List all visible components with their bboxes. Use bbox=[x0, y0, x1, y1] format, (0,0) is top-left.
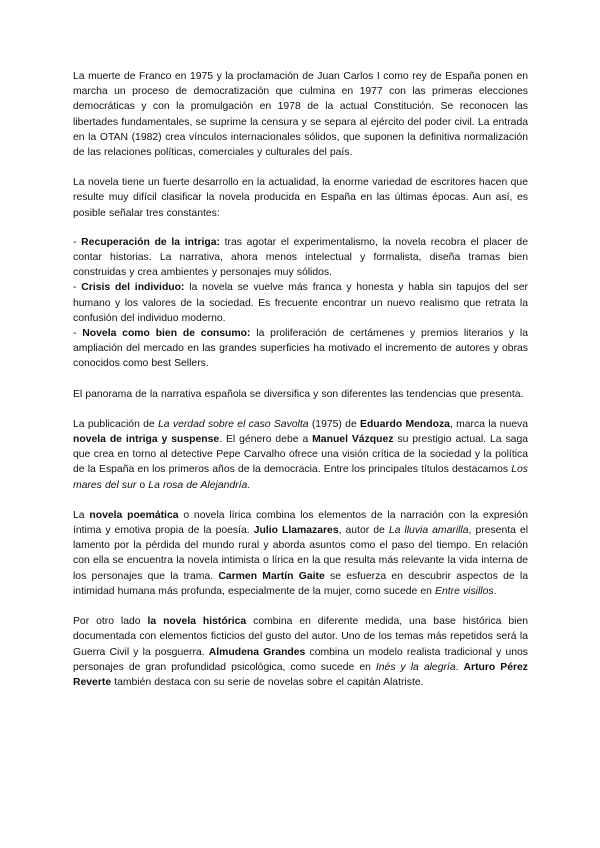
list-item-heading: Crisis del individuo: bbox=[81, 282, 185, 294]
genre-name: la novela histórica bbox=[147, 616, 247, 628]
book-title: Inés y la alegría bbox=[375, 661, 456, 673]
author-name: Arturo Pérez Reverte bbox=[73, 661, 528, 688]
paragraph-transition: La muerte de Franco en 1975 y la proclamación de Juan Carlos I como rey de España ponen en marcha un proceso de democratización que culmina en 1977 con las primeras elecciones democráticas y con la promulgación en 1978 de la actual Constitución. Se reconocen las libertades fundamentales, se suprime la censura y se separa al ejército del poder civil. La entrada en la OTAN (1982) crea vínculos internacionales sólidos, que suponen la definitiva normalización de las relaciones políticas, comerciales y culturales del país. bbox=[73, 71, 528, 159]
paragraph-panorama: El panorama de la narrativa española se diversifica y son diferentes las tendencias que presenta. bbox=[73, 388, 524, 400]
genre-name: novela de intriga y suspense bbox=[73, 434, 220, 446]
paragraph-poetic-novel: La novela poemática o novela lírica combina los elementos de la narración con la expresión íntima y emotiva propia de la poesía. Julio Llamazares, autor de La lluvia amarilla, presenta el lamento por la pérdida del mundo rural y aborda asuntos como el paso del tiempo. En relación con ella se encuentra la novela intimista o lírica en la que resulta más relevante la vida interna de los personajes que la trama. Carmen Martín Gaite se esfuerza en descubrir aspectos de la intimidad humana más profunda, especialmente de la mujer, como sucede en Entre visillos. bbox=[73, 509, 529, 597]
paragraph-intrigue-novel: La publicación de La verdad sobre el caso Savolta (1975) de Eduardo Mendoza, marca la nueva novela de intriga y suspense. El género debe a Manuel Vázquez su prestigio actual. La saga que crea en torno al detective Pepe Carvalho ofrece una visión crítica de la sociedad y la política de la España en los primeros años de la democracia. Entre los principales títulos destacamos Los mares del sur o La rosa de Alejandría. bbox=[73, 418, 528, 491]
book-title: La lluvia amarilla bbox=[388, 525, 469, 537]
author-name: Carmen Martín Gaite bbox=[218, 570, 325, 582]
author-name: Eduardo Mendoza bbox=[360, 418, 450, 430]
author-name: Manuel Vázquez bbox=[312, 434, 394, 446]
list-item-heading: Novela como bien de consumo: bbox=[82, 328, 251, 340]
paragraph-novel-development: La novela tiene un fuerte desarrollo en la actualidad, la enorme variedad de escritores hacen que resulte muy difícil clasificar la novela producida en España en las últimas épocas. Aun así, es posible señalar tres constantes: bbox=[73, 177, 528, 219]
list-item: - Recuperación de la intriga: tras agotar el experimentalismo, la novela recobra el placer de contar historias. La narrativa, ahora menos intelectual y formalista, diseña tramas bien construidas y crea ambientes y personajes muy sólidos. bbox=[73, 236, 528, 279]
paragraph-historical-novel: Por otro lado la novela histórica combina en diferente medida, una base histórica bien documentada con elementos ficticios del gusto del autor. Uno de los temas más repetidos será la Guerra Civil y la posguerra. Almudena Grandes combina un modelo realista tradicional y unos personajes de gran profundidad psicológica, como sucede en Inés y la alegría. Arturo Pérez Reverte también destaca con su serie de novelas sobre el capitán Alatriste. bbox=[73, 616, 528, 688]
author-name: Almudena Grandes bbox=[208, 646, 306, 658]
list-item: - Crisis del individuo: la novela se vuelve más franca y honesta y habla sin tapujos del ser humano y los valores de la sociedad. Es frecuente encontrar un nuevo realismo que retrata la confusión del individuo moderno. bbox=[73, 282, 528, 324]
list-item: - Novela como bien de consumo: la proliferación de certámenes y premios literarios y la ampliación del mercado en las grandes superficies ha motivado el incremento de autores y obras conocidos como best Sellers. bbox=[73, 328, 528, 370]
book-title: Entre visillos bbox=[435, 585, 494, 597]
genre-name: novela poemática bbox=[89, 509, 179, 521]
constants-list bbox=[73, 235, 528, 372]
author-name: Julio Llamazares bbox=[253, 525, 339, 537]
book-title: La verdad sobre el caso Savolta bbox=[158, 418, 309, 430]
list-item-heading: Recuperación de la intriga: bbox=[81, 236, 220, 248]
book-title: La rosa de Alejandría bbox=[148, 479, 248, 491]
book-title: Los mares del sur bbox=[73, 464, 528, 491]
